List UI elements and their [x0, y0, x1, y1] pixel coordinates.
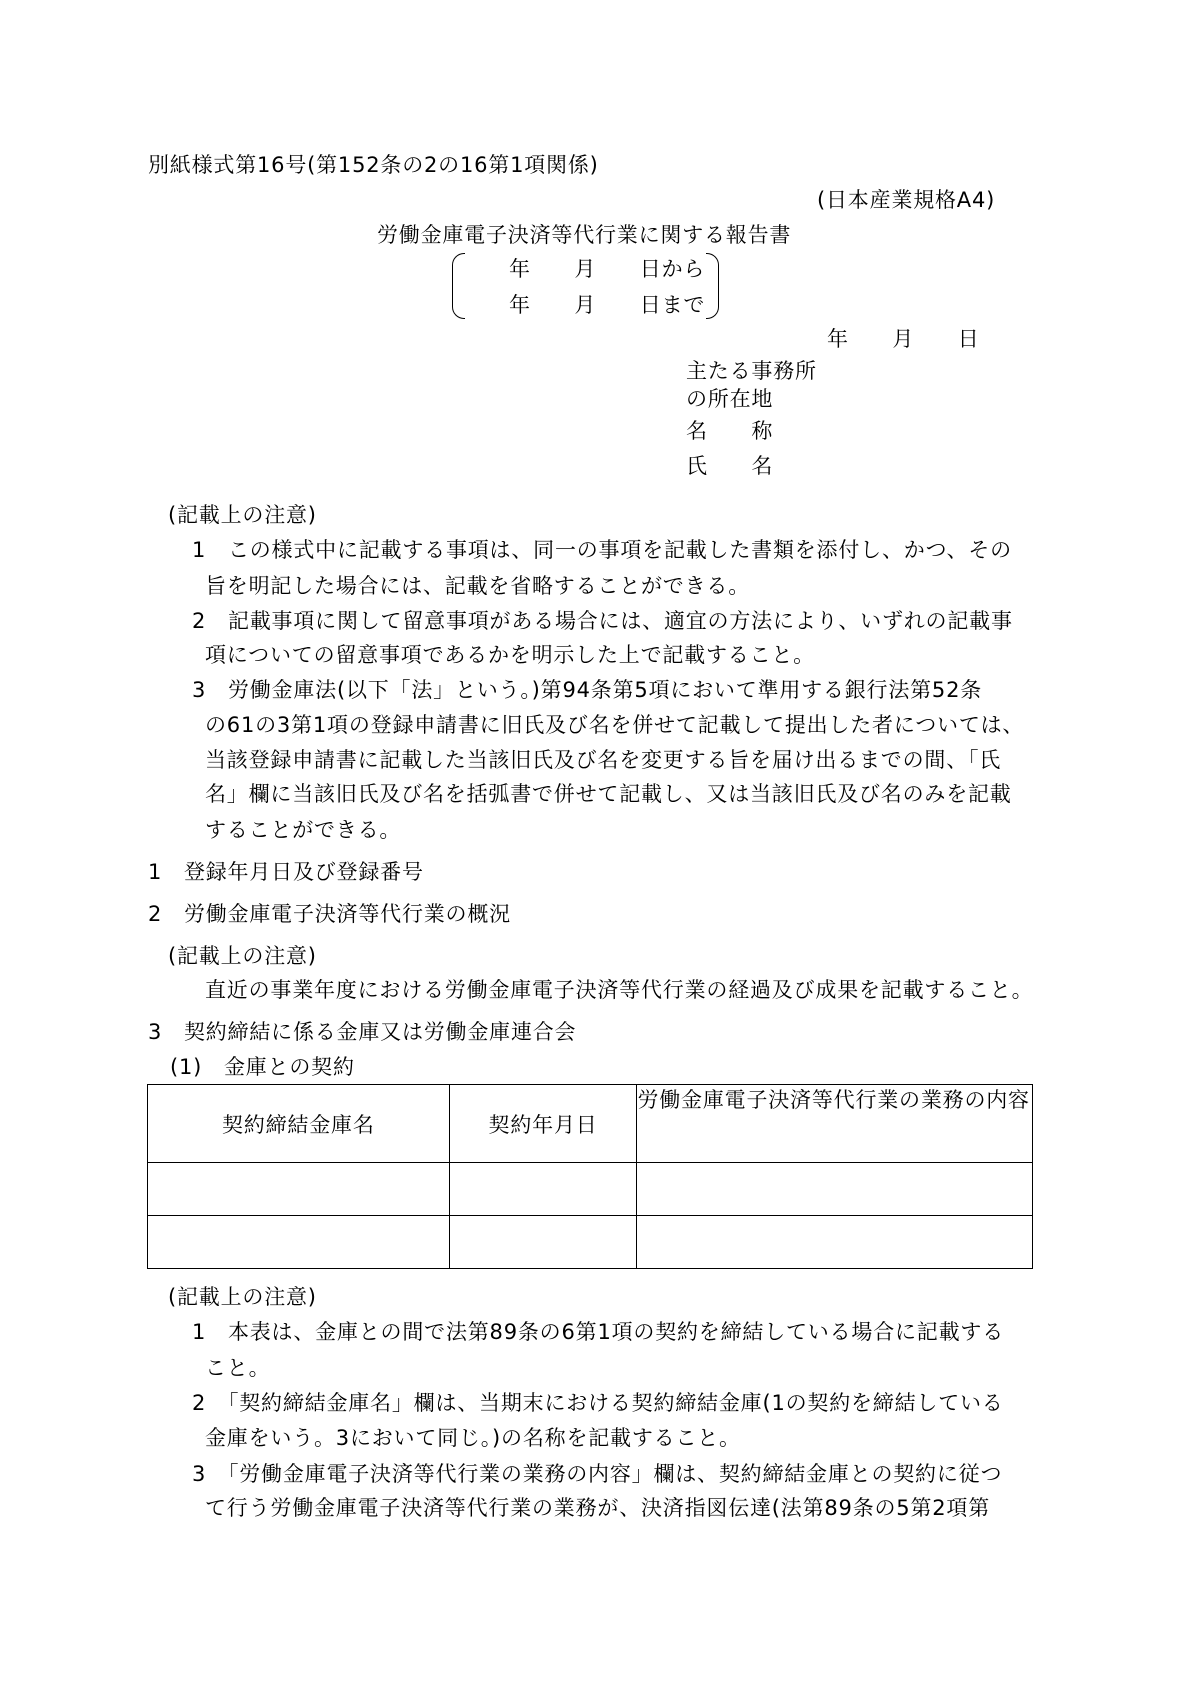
- office-label-line1: 主たる事務所: [686, 359, 817, 383]
- note-line: 直近の事業年度における労働金庫電子決済等代行業の経過及び成果を記載すること。: [205, 978, 1034, 1002]
- note-line: の61の3第1項の登録申請書に旧氏及び名を併せて記載して提出した者については、: [205, 713, 1025, 737]
- note-line: 旨を明記した場合には、記載を省略することができる。: [205, 574, 750, 598]
- period-to: 年 月 日まで: [509, 293, 706, 317]
- section-heading: 2 労働金庫電子決済等代行業の概況: [148, 902, 511, 926]
- office-label-line2: の所在地: [686, 387, 774, 411]
- period-bracket-left: [452, 253, 465, 319]
- note-line: 2 「契約締結金庫名」欄は、当期末における契約締結金庫(1の契約を締結している: [192, 1391, 1004, 1415]
- note-line: 3 労働金庫法(以下「法」という。)第94条第5項において準用する銀行法第52条: [192, 678, 983, 702]
- note-line: 1 この様式中に記載する事項は、同一の事項を記載した書類を添付し、かつ、その: [192, 538, 1012, 562]
- table-header-row: [148, 1085, 1033, 1163]
- note-line: 金庫をいう。3において同じ。)の名称を記載すること。: [205, 1426, 741, 1450]
- column-header-bank-name: 契約締結金庫名: [148, 1085, 450, 1163]
- notes-heading: (記載上の注意): [168, 1285, 317, 1309]
- note-line: 2 記載事項に関して留意事項がある場合には、適宜の方法により、いずれの記載事: [192, 609, 1013, 633]
- table-cell: [148, 1163, 450, 1216]
- table-row: [148, 1163, 1033, 1216]
- section-heading: 3 契約締結に係る金庫又は労働金庫連合会: [148, 1020, 577, 1044]
- note-line: 3 「労働金庫電子決済等代行業の業務の内容」欄は、契約締結金庫との契約に従つ: [192, 1462, 1003, 1486]
- column-header-contract-date: 契約年月日: [449, 1085, 637, 1163]
- report-date: 年 月 日: [827, 327, 980, 351]
- contract-table: [147, 1084, 1033, 1269]
- note-line: こと。: [205, 1356, 271, 1380]
- document-title: 労働金庫電子決済等代行業に関する報告書: [377, 223, 792, 247]
- form-number: 別紙様式第16号(第152条の2の16第1項関係): [148, 153, 599, 177]
- table-cell: [637, 1216, 1033, 1269]
- person-label: 氏 名: [686, 454, 774, 478]
- table-cell: [449, 1216, 637, 1269]
- note-line: 当該登録申請書に記載した当該旧氏及び名を変更する旨を届け出るまでの間、「氏: [205, 748, 1002, 772]
- paper-size-note: (日本産業規格A4): [817, 188, 996, 212]
- note-line: 1 本表は、金庫との間で法第89条の6第1項の契約を締結している場合に記載する: [192, 1320, 1005, 1344]
- notes-heading: (記載上の注意): [168, 944, 317, 968]
- period-bracket-right: [706, 253, 719, 319]
- column-header-business-content: 労働金庫電子決済等代行業の業務の内容: [637, 1085, 1033, 1163]
- section-heading: 1 登録年月日及び登録番号: [148, 860, 424, 884]
- table-cell: [148, 1216, 450, 1269]
- note-line: 項についての留意事項であるかを明示した上で記載すること。: [205, 643, 815, 667]
- name-label: 名 称: [686, 419, 774, 443]
- table-row: [148, 1216, 1033, 1269]
- notes-heading: (記載上の注意): [168, 503, 317, 527]
- table-cell: [637, 1163, 1033, 1216]
- note-line: することができる。: [205, 818, 402, 842]
- period-from: 年 月 日から: [509, 257, 706, 281]
- note-line: て行う労働金庫電子決済等代行業の業務が、決済指図伝達(法第89条の5第2項第: [205, 1496, 991, 1520]
- subsection-heading: (1) 金庫との契約: [170, 1055, 355, 1079]
- note-line: 名」欄に当該旧氏及び名を括弧書で併せて記載し、又は当該旧氏及び名のみを記載: [205, 782, 1012, 806]
- table-cell: [449, 1163, 637, 1216]
